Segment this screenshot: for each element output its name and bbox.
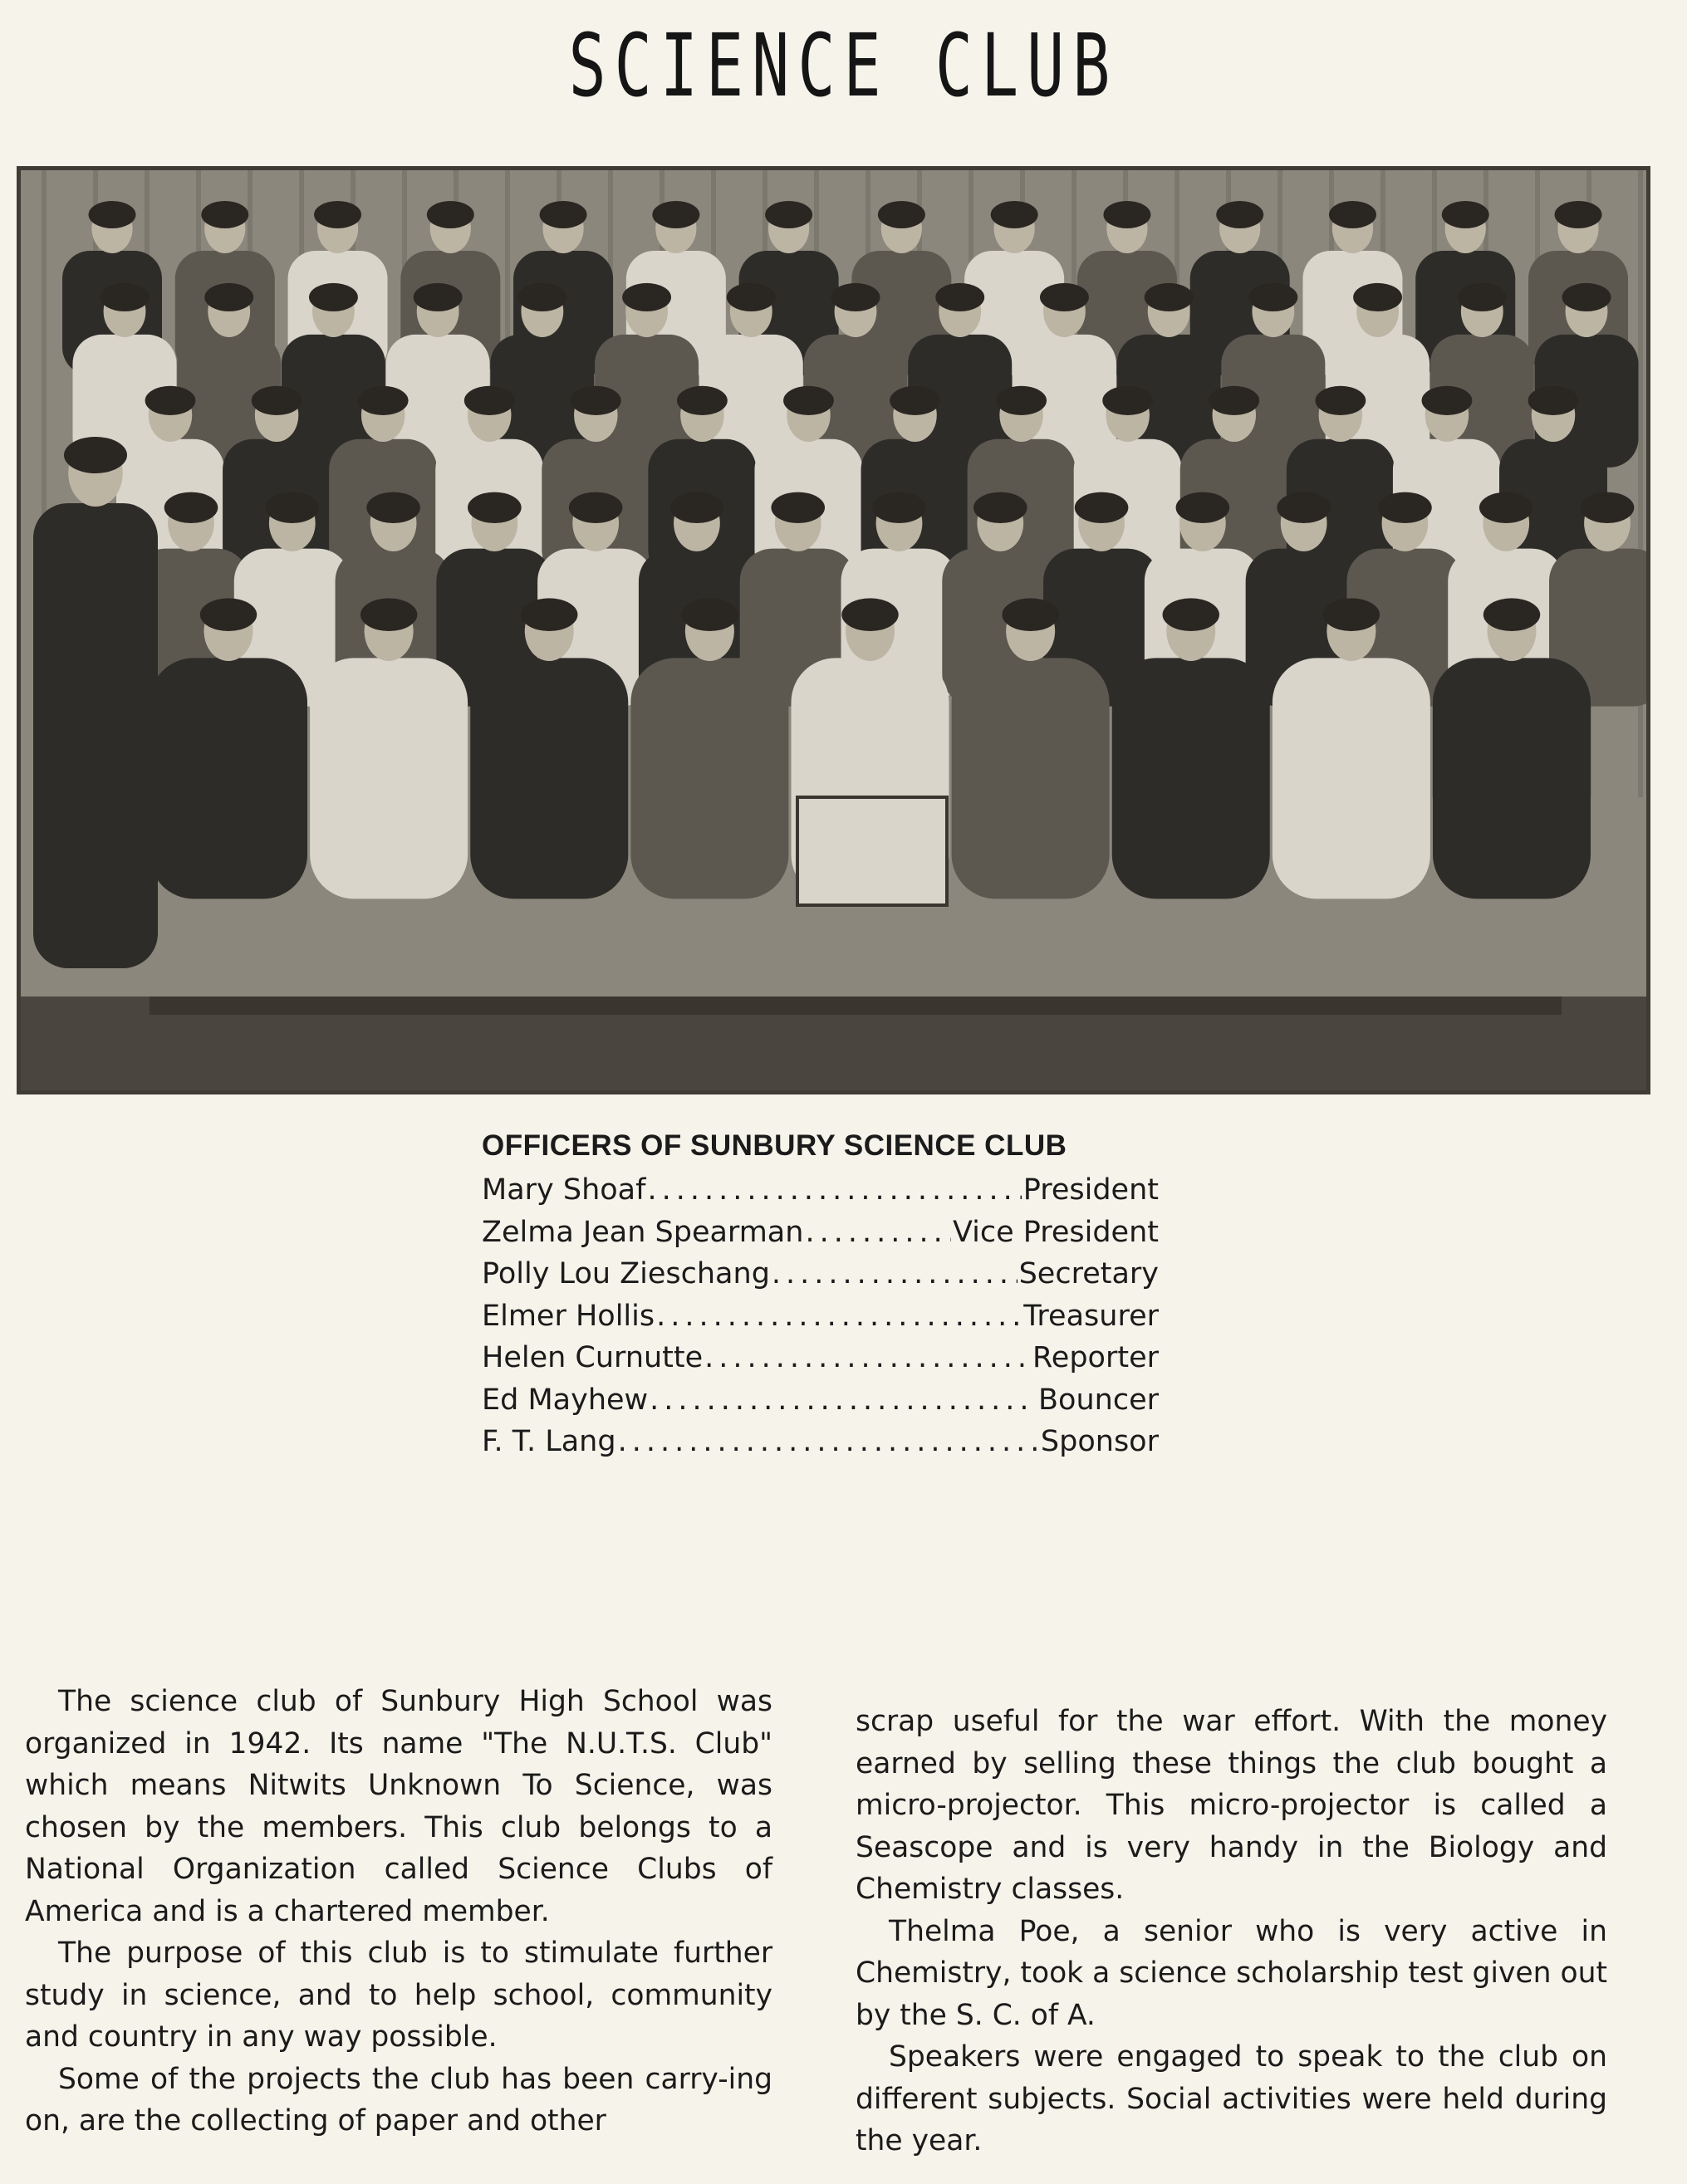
person-hair xyxy=(204,283,253,311)
person-hair xyxy=(265,492,319,523)
leader-dots xyxy=(650,1379,1037,1422)
person-hair xyxy=(1102,386,1153,415)
person-body xyxy=(1433,658,1591,899)
person-hair xyxy=(1103,201,1150,228)
person-hair xyxy=(670,492,724,523)
article-paragraph: Thelma Poe, a senior who is very active in Chemistry, took a science scholarship test given out by the S. C. of A. xyxy=(856,1914,1607,2032)
person-hair xyxy=(164,492,218,523)
person-hair xyxy=(366,492,420,523)
person-hair xyxy=(1277,492,1331,523)
person-hair xyxy=(1555,201,1602,228)
person-hair xyxy=(872,492,926,523)
person-hair xyxy=(841,598,898,631)
person-hair xyxy=(727,283,776,311)
officer-row xyxy=(482,1379,1159,1422)
person-hair xyxy=(1145,283,1194,311)
person-hair xyxy=(677,386,728,415)
leader-dots xyxy=(772,1253,1018,1295)
article-column-right xyxy=(856,1701,1607,2162)
article-paragraph: The purpose of this club is to stimulate further study in science, and to help school, community and country in any way possible. xyxy=(25,1937,772,2054)
person-hair xyxy=(1483,598,1540,631)
person-hair xyxy=(878,201,925,228)
person-hair xyxy=(414,283,463,311)
person-hair xyxy=(1581,492,1635,523)
person-body xyxy=(310,658,468,899)
officer-name: Zelma Jean Spearman xyxy=(482,1215,804,1249)
person-hair xyxy=(771,492,825,523)
officer-role: President xyxy=(1022,1173,1159,1207)
officer-row xyxy=(482,1169,1159,1212)
person-hair xyxy=(1329,201,1376,228)
person-hair xyxy=(358,386,409,415)
officer-name: F. T. Lang xyxy=(482,1425,616,1458)
officer-name: Polly Lou Zieschang xyxy=(482,1257,770,1290)
person-hair xyxy=(1422,386,1473,415)
article-column-left xyxy=(25,1681,772,2142)
officers-heading: OFFICERS OF SUNBURY SCIENCE CLUB xyxy=(482,1129,1067,1162)
group-photo-illustration xyxy=(17,166,1650,1094)
article-paragraph: Some of the projects the club has been carry-ing on, are the collecting of paper and other xyxy=(25,2062,772,2137)
person-body xyxy=(470,658,628,899)
officer-row xyxy=(482,1295,1159,1338)
officer-row xyxy=(482,1253,1159,1295)
officer-role: Sponsor xyxy=(1040,1425,1159,1458)
article-paragraph: Speakers were engaged to speak to the club on different subjects. Social activities were held during the year. xyxy=(856,2040,1607,2157)
person-hair xyxy=(569,492,623,523)
person-body xyxy=(33,503,158,968)
person-hair xyxy=(1209,386,1259,415)
officer-role: Vice President xyxy=(952,1215,1159,1249)
person-hair xyxy=(652,201,699,228)
person-hair xyxy=(101,283,150,311)
officer-role: Secretary xyxy=(1018,1257,1159,1290)
person-hair xyxy=(622,283,671,311)
certificate xyxy=(797,797,947,905)
person-hair xyxy=(464,386,515,415)
group-photo xyxy=(17,166,1650,1094)
person-hair xyxy=(1075,492,1129,523)
person-body xyxy=(1273,658,1430,899)
person-hair xyxy=(145,386,196,415)
leader-dots xyxy=(618,1421,1039,1463)
person-hair xyxy=(1479,492,1533,523)
person-hair xyxy=(1248,283,1297,311)
person-hair xyxy=(1562,283,1611,311)
person-hair xyxy=(1353,283,1402,311)
article-paragraph: The science club of Sunbury High School was organized in 1942. Its name "The N.U.T.S. Club" which means Nitwits Unknown To Science, was chosen by the members. This club belongs to a National Organization called Science Clubs of America and is a chartered member. xyxy=(25,1685,772,1928)
person-hair xyxy=(64,437,127,473)
person-hair xyxy=(1002,598,1058,631)
person-hair xyxy=(765,201,812,228)
person-hair xyxy=(360,598,417,631)
person-body xyxy=(952,658,1110,899)
person-hair xyxy=(991,201,1038,228)
person-hair xyxy=(252,386,302,415)
person-hair xyxy=(1176,492,1230,523)
person-hair xyxy=(1528,386,1579,415)
person-hair xyxy=(1442,201,1489,228)
person-hair xyxy=(831,283,880,311)
person-hair xyxy=(890,386,940,415)
officer-role: Treasurer xyxy=(1023,1299,1159,1333)
officer-role: Reporter xyxy=(1032,1341,1159,1374)
leader-dots xyxy=(656,1295,1022,1338)
person-body xyxy=(1112,658,1270,899)
person-hair xyxy=(314,201,361,228)
page-title: SCIENCE CLUB xyxy=(568,15,1119,116)
person-hair xyxy=(1323,598,1380,631)
person-hair xyxy=(935,283,984,311)
person-hair xyxy=(1040,283,1089,311)
person-body xyxy=(150,658,307,899)
person-hair xyxy=(996,386,1047,415)
person-hair xyxy=(540,201,587,228)
person-hair xyxy=(427,201,474,228)
person-hair xyxy=(1315,386,1366,415)
leader-dots xyxy=(647,1169,1021,1212)
leader-dots xyxy=(805,1212,951,1254)
person-hair xyxy=(1163,598,1219,631)
article-paragraph: scrap useful for the war effort. With the money earned by selling these things the club bought a micro-projector. This micro-projector is called a Seascope and is very handy in the Biology and Chemistry classes. xyxy=(856,1705,1607,1906)
officer-name: Helen Curnutte xyxy=(482,1341,704,1374)
person-hair xyxy=(309,283,358,311)
person-hair xyxy=(973,492,1027,523)
officer-row xyxy=(482,1212,1159,1254)
officer-name: Ed Mayhew xyxy=(482,1383,649,1417)
person-body xyxy=(630,658,788,899)
person-hair xyxy=(571,386,621,415)
officer-row xyxy=(482,1337,1159,1379)
person-hair xyxy=(89,201,136,228)
officers-list xyxy=(482,1129,1159,1463)
person-hair xyxy=(201,201,248,228)
officer-row xyxy=(482,1421,1159,1463)
person-hair xyxy=(1458,283,1507,311)
person-hair xyxy=(468,492,522,523)
person-hair xyxy=(200,598,257,631)
bench-seat xyxy=(150,997,1562,1015)
officer-name: Mary Shoaf xyxy=(482,1173,646,1207)
officer-role: Bouncer xyxy=(1038,1383,1159,1417)
person-hair xyxy=(681,598,738,631)
person-hair xyxy=(783,386,834,415)
person-hair xyxy=(1378,492,1432,523)
leader-dots xyxy=(704,1337,1031,1379)
person-hair xyxy=(521,598,577,631)
person-hair xyxy=(517,283,566,311)
officer-name: Elmer Hollis xyxy=(482,1299,655,1333)
person-hair xyxy=(1216,201,1263,228)
